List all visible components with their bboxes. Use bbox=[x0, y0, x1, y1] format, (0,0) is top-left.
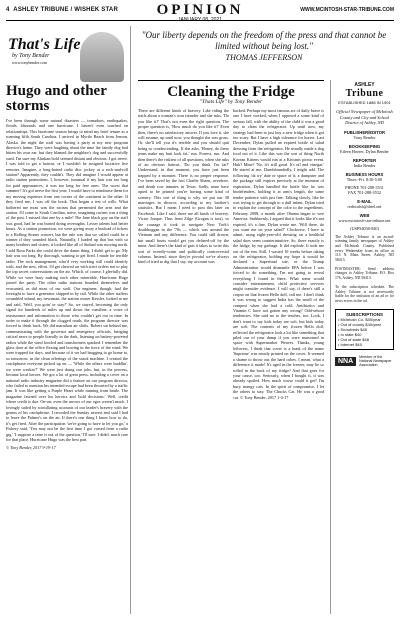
subscriptions-title: SUBSCRIPTIONS bbox=[345, 311, 383, 317]
article1-body-text: I've been through some natural disasters — tornadoes, earthquakes, floods, blizzards and one hurricane. I haven't even touched on relationships. This hurricane season brings to mind my brief tenure as a roaming fifth South Carolina. I arrived in Myrtle Beach from Jenson, Alaska, the night the staff was having a party at my new program director's home. They were laughing about the time the family dog had bitten his own ear, but they blamed the neighbor's dog and successfully sued. I'm sure my Alaskan hold seemed distant and obvious. I got nerve. I was told to get a haircut, or I wouldn't be assigned lucrative live remotes. Imagine, a long-haired radio disc jockey at a rock-and-roll station? Apparently, they couldn't. They did imagine I would appear at radio station promotions. I, however, (unusual if my hair was too long for paid appearances, it was too long for free ones. The worst that summer? It's got nerve the first year; I would have to reimburse them for my moving expenses from one corner of the continent to the other. If they fired me, I was off the hook. That began a test of wills. What bothered me most was the racism that permeated the area and the station. I'd come to South Carolina, naive, imagining racism was a thing of the past. I missed that one by a mile! The Jane black guy on the staff was good, had he was buried doing overnights. Lesser talents had better hours. As a station promotion, we were giving away a busload of tickets to a Rolling Stones concert, but the rule was that we called could be a winner if they sounded black. Naturally, I loaded up that bus with so many brothers and sisters, it looked like all of Sinbad was moving north. I told Rosa Parks she could drive the damn thing. I didn't get to go. My hair was too long. By thorough, wanting to get fired. I made for terrible radio. The rock management, who'd very working still could identify with, and the new, effort. I'd get chewed on with strict orders not to play the top secret conversations on the air. Which, of course, I gleefully did. While we were busy making each other miserable, Hurricane Hugo joined the party. The other radio stations boarded themselves and evacuated, as did most of our staff. Our engineer, though, had the foresight to have a generator shipped in by rail. While the other staffers scrambled inland, my newsman, the station owner Kessler, looked at me and said, 'Well, you goin' or stay?' So, we stayed, becoming the only signal for hundreds of miles up and down the coastline, a voice of reassurance and information to those who couldn't get out in time. In order to make it through the clogged roads, the program director was forced to drink back. We did marathon air shifts. Robert sat behind me, communicating with the governor and emergency officials, bringing critical news to people literally in the dark, listening on battery-powered radios while the wind howled and transformers sparked. I remember the glass door at the office flexing and bowing in the force of the wind. We were trapped for days, and because of it we had bragging to go home to, so tomorrow, in the clean offerings of the snack machine. I created the catchphrase everyone picked up on — 'While the others were huddlin', we were workin'!' We were just doing our jobs, but, in the process, became local heroes. We got a lot of great press, including a cover on a national radio industry magazine did a feature on our program director, who failed to mention his intended escape had been thwarted by a traffic jam. It was like getting a Purple Heart while running from battle. The magazine fawned over his heroics and 'bold decisions.' Well, credit where credit is due. On-air, even the arrows of our egos weren't much. I lovingly sailed by scintillating accounts of our leader's bravery with the genius of his catchphrase. I recorded the Sunday newest and said I had to leave the Palmer's on the air. If there's one thing I know how to do, it's get fired. After the participation 'we're going to have to let you go,' a Fishery said, 'You may not be the first time I got cursed from a radio gig.' 'I suppose a raise is out of the question,' I'll sure. I didn't much care for that place. Hurricane Hugo was the best part. bbox=[6, 118, 128, 442]
column-byline-url[interactable]: www.tonybender.com bbox=[12, 60, 48, 65]
bookkeeper-name: Eileen Hoerer, Dylan Bender bbox=[340, 148, 389, 154]
subscription-rate: • Out of state $48 bbox=[338, 336, 369, 342]
hours-value: Thurs.-Fri. 8:30-5:00 bbox=[346, 176, 383, 182]
article1-copyright: © Tony Bender, 2017 9-19-17 bbox=[6, 445, 56, 451]
nna-member-badge bbox=[335, 355, 394, 368]
email-title: E-MAIL bbox=[357, 198, 372, 204]
article2-subhead: "Thats Life" by Tony Bender bbox=[199, 99, 263, 105]
subscriptions-box bbox=[335, 309, 394, 350]
masthead-paper-top: ASHLEY bbox=[354, 82, 375, 88]
paper-name: ASHLEY TRIBUNE / WISHEK STAR bbox=[13, 7, 118, 13]
page-header bbox=[6, 4, 394, 21]
web-title: WEB bbox=[359, 212, 370, 218]
subscription-rate: • Out of county $40/year bbox=[338, 321, 381, 327]
subscription-rate: • McIntosh Co. $35/year bbox=[338, 316, 381, 322]
column-divider bbox=[130, 26, 131, 614]
section-title: OPINION bbox=[156, 2, 244, 18]
masthead-mission: The Ashley Tribune is an award-winning family newspaper of Ashley and McIntosh County. Published every Wednesday from its office at 113 N. Main Street, Ashley, ND 58413. bbox=[335, 234, 394, 263]
publisher-title: PUBLISHER/EDITOR bbox=[343, 129, 386, 135]
usps-number: (USPS4030-840) bbox=[350, 225, 379, 231]
issue-date: JANUARY 08, 2021 bbox=[177, 17, 222, 23]
article2-headline: Cleaning the Fridge bbox=[138, 80, 324, 101]
pull-quote-author: THOMAS JEFFERSON bbox=[225, 53, 303, 62]
hours-title: BUSINESS HOURS bbox=[345, 171, 384, 177]
masthead-sidebar bbox=[330, 80, 394, 614]
subscription-rate: • Snowbirds $45 bbox=[338, 326, 367, 332]
page-number: 4 bbox=[6, 7, 10, 13]
article2-body-right: hacked. Perhaps my most famous act of daily brave is one I have worked, when I opposed a some kind of serious fall, with the ability of the child it was a good day to clean the refrigerator. Up until now, my strategy had been to just buy a new fridge when it got too scary. But I have a high tolerance for horror. Last December, Dylan pulled an expired bottle of salad dressing from the refrigerator. He usually made a dog food out of it. Like this was the sort of thing North Korean Kittens would run at a Kiwanis picnic event. Huh? Mine? 'No, it's still good. It's oil and vinegar.' He stared at me. Dumbfoundedly, I might add. The following 'ok try' date or space of it, a dumpster and the package still expires precisely at the moment of expiration. Dylan handled the bottle like he was biodefenders, holding it at arm's length, the same tender patience with just fine. Talking slowly, like he was trying to get through to a dull infant, Dylan tried to explain the concept of the color to the ingredients. February 2008, a month after Obama began to wee America. Stubbornly, I argued that it looks like it's not expired, it's a fine, Dylan wrote me. 'Will there, do you want me on your salad?' Clockwise, I have to admit, using eight-year-old dressing on a healthful salad does seem counterintuitive. So, there exactly is the fridge, by my garbage. It did explode. It took me out of the rim. Still, I wasted 10 weeks before taking on the refrigerator, holding my hope it would be declared a Superfund site, or the Trump Administration would dismantle EPA before I was forced to do something. I'm not going to reveal everything I found in there. What some would consider entertainment, child protective services might consider evidence. I will say, if there's still a corpse on that frozen Hello doll, call me. I don't think it was wrong to suggest India has the smell of the compost when she had a cold. Antibiotics and Vitamin C have not gotten any wrong? Odd-seboot tendencies. She said no to the tenches, too. Look, I don't want to say kids today are soft, but kids today are soft. The contents of my frozen Hello doll, reflected the refrigerator look a lot like something that piled our of your dump if you were marooned in space with Supermarket Weaver. Thanks, young leftovers, I think that cover is a hunk of the name 'Supreme' was mostly printed on the cover. It seemed a shame to throw out the hard cubes. I mean, what a difference it made! It's aged in the freezer, may be so rolled in the back of my fridge? And that goes for your cause, too. Seriously, when I bought it, it was already spoiled. How much worse could it get? I'm bury, mangy cats. In the spirit of compromise, I let the others to stay. The Chucks Cat. He was a good cat. © Tony Bender, 2017 1-4-17 bbox=[233, 108, 324, 400]
bookkeeper-title: BOOKKEEPING bbox=[348, 143, 381, 149]
article2-body-left: There are different kinds of bravery. Like riding the trails about a woman's sour intruder and she asks, 'Do you like it?' That's not even the right question. The proper question is, 'How much do you like it?' Even then, there's no satisfactory answer. If you love it, she will assume, up until now, you thought she was gross. Or, she'll tell you it's terrible and you should quit being so condescending. If she asks, 'Honey, do these jeans make my butt look fat,' run. Forrest, run. And then there's the riskiest of all questions, when she asks of an obvious haircut, 'Do you think I'm fat?' Understand, in that moment, you have just been trapped by a monster. There is no proper response. I've been saved by the fact Charlie Shaen, overdose, and death row inmates in Texas. Sadly, none have opted to be printed you're having some kind of scenery. This sort of thing is why we put our 38 marriages in divorce, according to my brother's statistics. But I mean I need to post this later on Facebook. Like I said, there are all kinds of bravery. Victor Joaque. Thus from Zilge (Grogan is taxi), so the courage it took to navigate New York's deathboggan in the '70s — which was around the Vietnam and any difference. You could still drown, but small boots would get you defined-off by the mine. And there's the kind of guts it takes to write this sort of overdly-scrim and politically controversial column. Instead, since they're pivotal we've always kind of tried to dig that I say, my account was bbox=[138, 108, 229, 265]
email-link[interactable]: redtwalsh@drtel.net bbox=[347, 203, 382, 209]
article1-headline: Hugo and other storms bbox=[6, 83, 107, 114]
website[interactable]: WWW.MCINTOSH-STAR-TRIBUNE.COM bbox=[300, 7, 394, 13]
masthead-paper-name: Tribune bbox=[345, 88, 384, 99]
masthead-postmaster: POSTMASTER: Send address changes to Ashley Tribune, P.O. Box 176, Ashley, ND 58413. bbox=[335, 266, 394, 281]
nna-text: Member of the National Newspaper Association bbox=[359, 354, 392, 368]
subscription-rate: • Internet $45 bbox=[338, 341, 362, 347]
column-name: That's Life bbox=[8, 36, 81, 53]
phone: PHONE 701-288-3531 bbox=[345, 184, 384, 190]
web-link[interactable]: www.mcintosh-star-tribune.net bbox=[338, 217, 391, 223]
masthead-established: ESTABLISHED 1888 IN 1901 bbox=[338, 100, 391, 105]
subscription-rate: • In state $40 bbox=[338, 331, 362, 337]
masthead-policy: To the subscription schedule. The Ashley Tribune is not necessarily liable for the omission of an ad or for news errors in the ad. bbox=[335, 284, 394, 303]
reporter-name: India Bender bbox=[353, 162, 376, 168]
publisher-name: Tony Bender bbox=[353, 134, 376, 140]
author-portrait bbox=[80, 32, 124, 82]
column-left bbox=[6, 26, 126, 614]
article1-body bbox=[6, 118, 128, 610]
article2-columns bbox=[138, 108, 324, 613]
nna-logo: NNA bbox=[335, 357, 356, 366]
column-byline: by Tony Bender bbox=[12, 53, 50, 59]
pull-quote-text: "Our liberty depends on the freedom of the press and that cannot be limited without being lost." bbox=[141, 30, 387, 51]
fax: FAX 701-288-3532 bbox=[348, 189, 381, 195]
masthead-description: Official Newspaper of McIntosh County and City and School District of Ashley, ND bbox=[336, 109, 393, 125]
pull-quote bbox=[138, 30, 390, 62]
reporter-title: REPORTER bbox=[352, 157, 377, 163]
